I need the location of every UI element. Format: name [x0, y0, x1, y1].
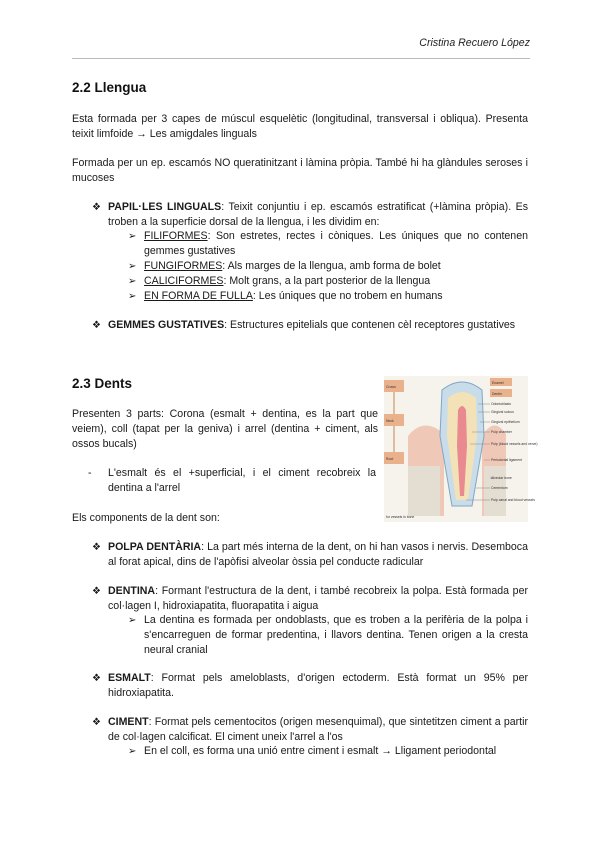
list-item — [128, 289, 528, 304]
text-gemmes: : Estructures epitelials que contenen cèl receptores gustatives — [224, 319, 516, 331]
text-dash-item: L'esmalt és el +superficial, i el ciment recobreix la dentina a l'arrel — [108, 467, 376, 494]
arrow-bullet-icon: ➢ — [128, 746, 137, 757]
tooth-illustration — [384, 376, 538, 522]
diamond-bullet-icon: ❖ — [92, 717, 101, 728]
label-dentin: Dentin — [492, 392, 502, 396]
term-papil-les: PAPIL·LES LINGUALS — [108, 201, 222, 213]
term-gemmes: GEMMES GUSTATIVES — [108, 319, 225, 331]
term-caliciformes: CALICIFORMES — [144, 275, 224, 287]
paragraph-llengua-2: Formada per un ep. escamós NO queratinitzant i làmina pròpia. També hi ha glàndules seroses i mucoses — [72, 157, 528, 184]
diamond-bullet-icon: ❖ — [92, 202, 101, 213]
section-title-dents: 2.3 Dents — [72, 376, 133, 391]
term-polpa: POLPA DENTÀRIA — [108, 541, 202, 553]
list-item — [128, 613, 528, 658]
paragraph-dents-1: Presenten 3 parts: Corona (esmalt + dentina, es la part que veiem), coll (tapat per la geniva) i arrel (dentina + ciment, als ossos bucals) — [72, 408, 378, 450]
arrow-bullet-icon: ➢ — [128, 261, 137, 272]
header-divider — [72, 58, 530, 59]
diamond-bullet-icon: ❖ — [92, 542, 101, 553]
term-dentina: DENTINA — [108, 585, 156, 597]
text-fungiformes: : Als marges de la llengua, amb forma de bolet — [222, 260, 441, 272]
term-fungiformes: FUNGIFORMES — [144, 260, 223, 272]
diamond-bullet-icon: ❖ — [92, 586, 101, 597]
section-title-llengua: 2.2 Llengua — [72, 80, 147, 95]
arrow-bullet-icon: ➢ — [128, 291, 137, 302]
list-item — [128, 229, 528, 259]
paragraph-components-intro: Els components de la dent son: — [72, 512, 220, 524]
bullet-ciment — [92, 715, 528, 745]
arrow-bullet-icon: ➢ — [128, 615, 137, 626]
label-gingival-epithelium: Gingival epithelium — [491, 420, 520, 424]
dash-item — [88, 466, 376, 496]
figure-caption: for vessels in bone — [386, 515, 415, 519]
label-odontoblasts: Odontoblasts — [491, 402, 511, 406]
label-alveolar-bone: Alveolar bone — [491, 476, 512, 480]
text-caliciformes: : Molt grans, a la part posterior de la llengua — [223, 275, 431, 287]
label-cementum: Cementum — [491, 486, 508, 490]
text-papil-les: : Teixit conjuntiu i ep. escamós estratificat (+làmina pròpia). Es troben a la superficie dorsal de la llengua, i les dividim en: — [108, 201, 528, 228]
text-ciment: : Format pels cementocitos (origen mesenquimal), que sintetitzen ciment a partir de col·lagen calcificat. El ciment uneix l'arrel a l'os — [108, 716, 528, 743]
list-item — [128, 744, 528, 759]
term-filiformes: FILIFORMES — [144, 230, 208, 242]
author-name: Cristina Recuero López — [419, 37, 530, 49]
label-gingival-sulcus: Gingival sulcus — [491, 410, 514, 414]
arrow-bullet-icon: ➢ — [128, 276, 137, 287]
label-crown: Crown — [386, 385, 396, 389]
text-ciment-sub: En el coll, es forma una unió entre ciment i esmalt → Lligament periodontal — [144, 745, 497, 757]
diamond-bullet-icon: ❖ — [92, 320, 101, 331]
text-en-forma-de-fulla: : Les úniques que no trobem en humans — [252, 290, 443, 302]
paragraph-llengua-1: Esta formada per 3 capes de múscul esquelètic (longitudinal, transversal i obliqua). Presenta teixit limfoide → Les amigdales linguals — [72, 113, 528, 140]
dash-bullet: - — [88, 467, 92, 479]
label-enamel: Enamel — [492, 381, 504, 385]
text-polpa: : La part més interna de la dent, on hi han vasos i nervis. Desemboca al forat apical, dins de l'apòfisi alveolar òssia pel conducte radicular — [108, 541, 528, 568]
label-pulp: Pulp (blood vessels and nerve) — [491, 442, 538, 446]
arrow-bullet-icon: ➢ — [128, 231, 137, 242]
list-item — [128, 259, 528, 274]
bullet-gemmes — [92, 318, 528, 333]
label-pulp-chamber: Pulp chamber — [491, 430, 512, 434]
term-en-forma-de-fulla: EN FORMA DE FULLA — [144, 290, 253, 302]
bullet-polpa — [92, 540, 528, 570]
label-neck: Neck — [386, 419, 394, 423]
label-periodontal-ligament: Periodontal ligament — [491, 458, 522, 462]
diamond-bullet-icon: ❖ — [92, 673, 101, 684]
term-ciment: CIMENT — [108, 716, 149, 728]
label-pulp-canal: Pulp canal and blood vessels — [491, 498, 535, 502]
bullet-dentina — [92, 584, 528, 614]
text-filiformes: : Son estretes, rectes i còniques. Les úniques que no contenen gemmes gustatives — [144, 230, 528, 257]
text-esmalt: : Format pels ameloblasts, d'origen ectoderm. Està format un 95% per hidroxiapatita. — [108, 672, 528, 699]
term-esmalt: ESMALT — [108, 672, 151, 684]
text-dentina-sub: La dentina es formada per ondoblasts, que es troben a la perifèria de la polpa i s'encarreguen de formar predentina, i llavors dentina. Tenen origen a la cresta neural cranial — [144, 614, 528, 656]
label-root: Root — [386, 457, 394, 461]
list-item — [128, 274, 528, 289]
text-dentina: : Formant l'estructura de la dent, i també recobreix la polpa. Està formada per col·lagen I, hidroxiapatita, fluorapatita i aigua — [108, 585, 528, 612]
tooth-diagram — [384, 376, 538, 522]
bullet-papil-les — [92, 200, 528, 230]
bullet-esmalt — [92, 671, 528, 701]
